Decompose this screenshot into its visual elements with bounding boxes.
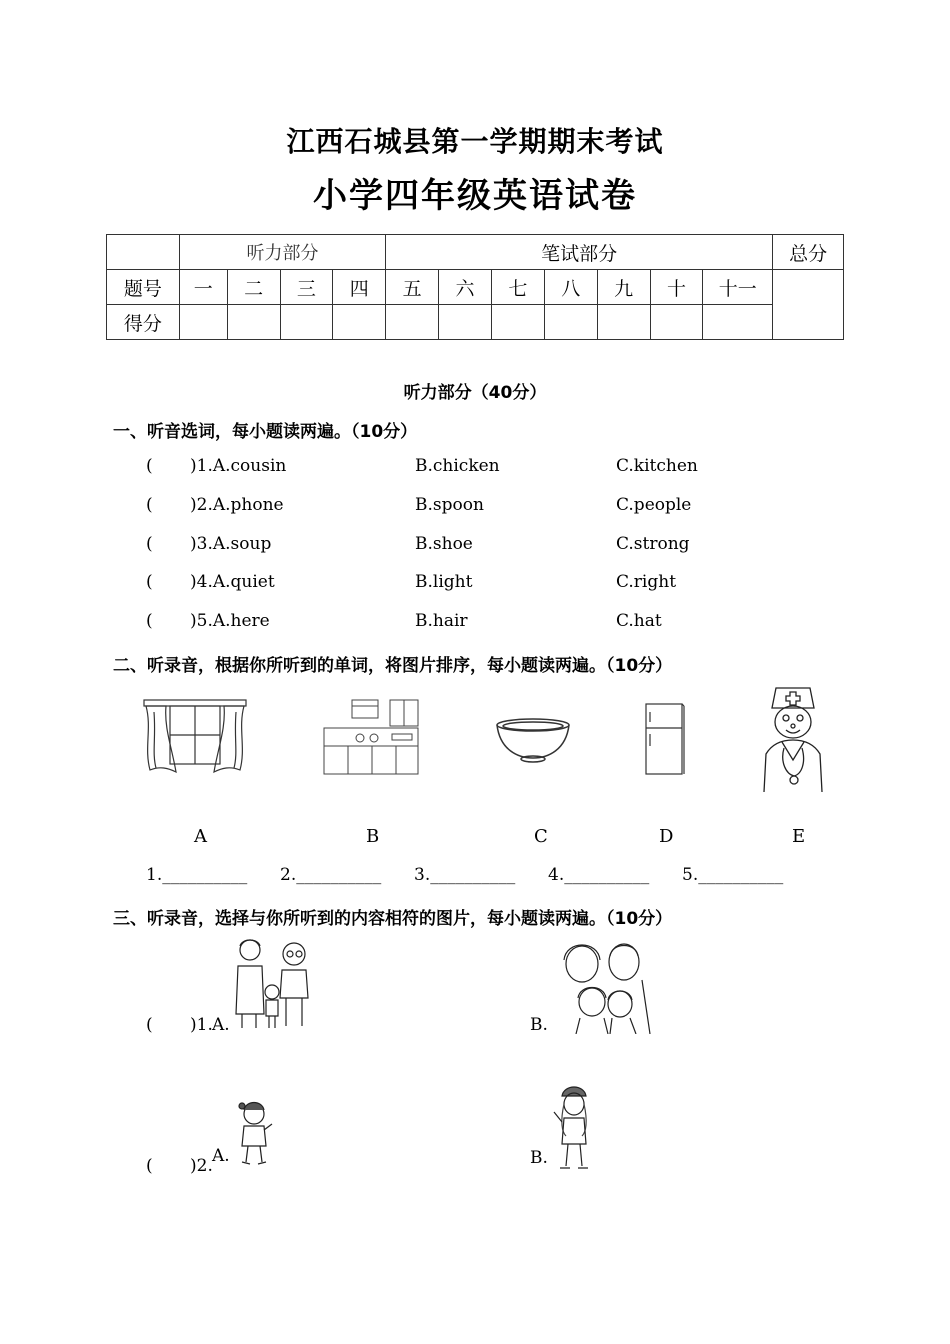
q2-title: 二、听录音，根据你所听到的单词，将图片排序，每小题读两遍。（10分） [113, 656, 673, 676]
listening-label: 听力部分 [179, 235, 385, 270]
picture-letter-a: A [194, 826, 207, 847]
picture-letter-c: C [534, 826, 548, 847]
group-picture-icon [556, 940, 654, 1034]
q1-option-a: )4.A.quiet [190, 572, 275, 592]
doctor-icon [752, 684, 834, 792]
picture-letter-e: E [792, 826, 806, 847]
q1-option-b: B.hair [415, 611, 468, 631]
exam-title-line1: 江西石城县第一学期期末考试 [286, 125, 664, 158]
answer-blank[interactable]: 3.__________ [414, 865, 516, 885]
exam-title-line2: 小学四年级英语试卷 [313, 176, 637, 216]
girl-with-hat-icon [552, 1082, 596, 1172]
q3-option-a: A. [212, 1015, 230, 1035]
answer-blank[interactable]: 1.__________ [146, 865, 248, 885]
answer-paren[interactable]: ( [146, 495, 153, 515]
score-cell[interactable] [650, 305, 703, 340]
number-cell: 十一 [703, 270, 773, 305]
picture-letter-b: B [366, 826, 380, 847]
score-cell[interactable] [333, 305, 386, 340]
q1-option-b: B.light [415, 572, 473, 592]
number-cell: 一 [179, 270, 227, 305]
number-cell: 七 [491, 270, 544, 305]
answer-paren[interactable]: ( [146, 572, 153, 592]
score-cell[interactable] [439, 305, 492, 340]
curtains-icon [142, 698, 248, 774]
score-cell[interactable] [491, 305, 544, 340]
family-picture-icon [232, 936, 314, 1032]
q1-option-c: C.hat [616, 611, 662, 631]
number-cell: 三 [280, 270, 333, 305]
row-number-label: 题号 [107, 270, 180, 305]
q3-option-b: B. [530, 1148, 548, 1168]
q1-option-a: )1.A.cousin [190, 456, 287, 476]
q1-option-b: B.shoe [415, 534, 473, 554]
score-table [106, 234, 844, 340]
answer-blank[interactable]: 4.__________ [548, 865, 650, 885]
answer-paren[interactable]: ( [146, 1156, 153, 1176]
q3-title: 三、听录音，选择与你所听到的内容相符的图片，每小题读两遍。（10分） [113, 909, 673, 929]
q1-option-a: )2.A.phone [190, 495, 284, 515]
fridge-icon [644, 702, 686, 776]
q1-option-a: )5.A.here [190, 611, 270, 631]
q3-item-number: )1. [190, 1015, 213, 1035]
total-score-cell[interactable] [773, 270, 844, 340]
q1-option-c: C.right [616, 572, 677, 592]
q3-item-number: )2. [190, 1156, 213, 1176]
answer-paren[interactable]: ( [146, 534, 153, 554]
q1-title: 一、听音选词，每小题读两遍。（10分） [113, 422, 418, 442]
q1-option-a: )3.A.soup [190, 534, 272, 554]
listening-section-title: 听力部分（40分） [403, 383, 547, 403]
number-cell: 五 [386, 270, 439, 305]
score-cell[interactable] [227, 305, 280, 340]
q1-option-c: C.people [616, 495, 692, 515]
number-cell: 六 [439, 270, 492, 305]
answer-paren[interactable]: ( [146, 611, 153, 631]
total-label: 总分 [773, 235, 844, 270]
writing-label: 笔试部分 [386, 235, 773, 270]
picture-letter-d: D [659, 826, 674, 847]
score-table-corner [107, 235, 180, 270]
number-cell: 二 [227, 270, 280, 305]
score-cell[interactable] [280, 305, 333, 340]
q3-option-a: A. [212, 1146, 230, 1166]
kitchen-icon [322, 698, 420, 778]
number-cell: 八 [544, 270, 597, 305]
q1-option-c: C.strong [616, 534, 690, 554]
answer-blank[interactable]: 2.__________ [280, 865, 382, 885]
answer-paren[interactable]: ( [146, 456, 153, 476]
number-cell: 四 [333, 270, 386, 305]
score-cell[interactable] [597, 305, 650, 340]
score-cell[interactable] [544, 305, 597, 340]
score-cell[interactable] [179, 305, 227, 340]
q3-option-b: B. [530, 1015, 548, 1035]
q1-option-b: B.spoon [415, 495, 484, 515]
row-score-label: 得分 [107, 305, 180, 340]
answer-paren[interactable]: ( [146, 1015, 153, 1035]
number-cell: 九 [597, 270, 650, 305]
bowl-icon [494, 716, 572, 764]
girl-picture-icon [234, 1100, 274, 1166]
score-cell[interactable] [386, 305, 439, 340]
score-cell[interactable] [703, 305, 773, 340]
q1-option-b: B.chicken [415, 456, 500, 476]
answer-blank[interactable]: 5.__________ [682, 865, 784, 885]
q1-option-c: C.kitchen [616, 456, 698, 476]
number-cell: 十 [650, 270, 703, 305]
